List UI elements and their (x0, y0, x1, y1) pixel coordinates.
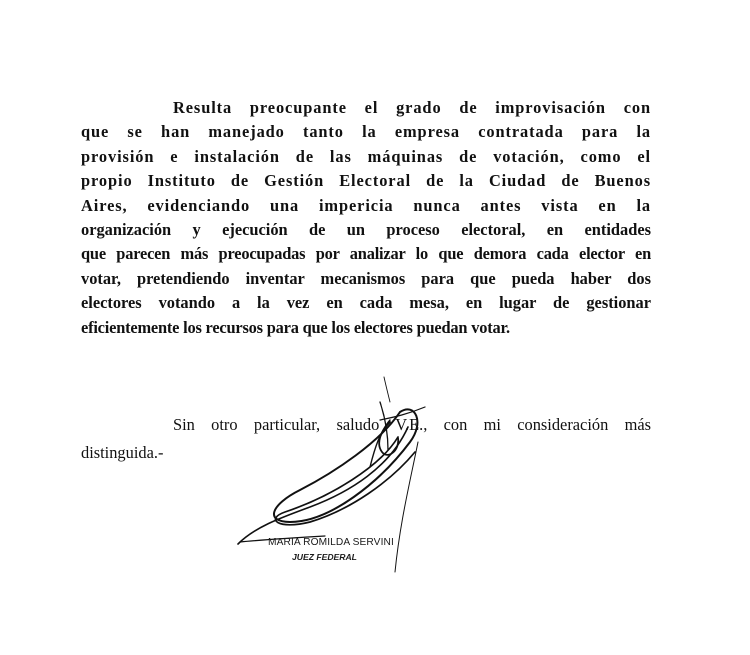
closing-line: Sin otro particular, saludo V.E., con mi consideración más (173, 415, 651, 434)
closing-line: distinguida.- (81, 443, 164, 462)
paragraph-line: eficientemente los recursos para que los electores puedan votar. (81, 317, 510, 337)
paragraph-line: Aires, evidenciando una impericia nunca antes vista en la (81, 195, 651, 215)
paragraph-line: que se han manejado tanto la empresa contratada para la (81, 122, 651, 142)
paragraph-line: organización y ejecución de un proceso electoral, en entidades (81, 220, 651, 240)
paragraph-line: propio Instituto de Gestión Electoral de la Ciudad de Buenos (81, 171, 651, 191)
signatory-title: JUEZ FEDERAL (292, 552, 357, 562)
paragraph-line: Resulta preocupante el grado de improvisación con (173, 98, 651, 117)
paragraph-line: votar, pretendiendo inventar mecanismos para que pueda haber dos (81, 268, 651, 288)
main-paragraph (81, 96, 651, 340)
paragraph-line: provisión e instalación de las máquinas de votación, como el (81, 146, 651, 166)
signatory-name: MARIA ROMILDA SERVINI (268, 537, 394, 548)
paragraph-line: electores votando a la vez en cada mesa, en lugar de gestionar (81, 293, 651, 313)
paragraph-line: que parecen más preocupadas por analizar lo que demora cada elector en (81, 244, 651, 264)
